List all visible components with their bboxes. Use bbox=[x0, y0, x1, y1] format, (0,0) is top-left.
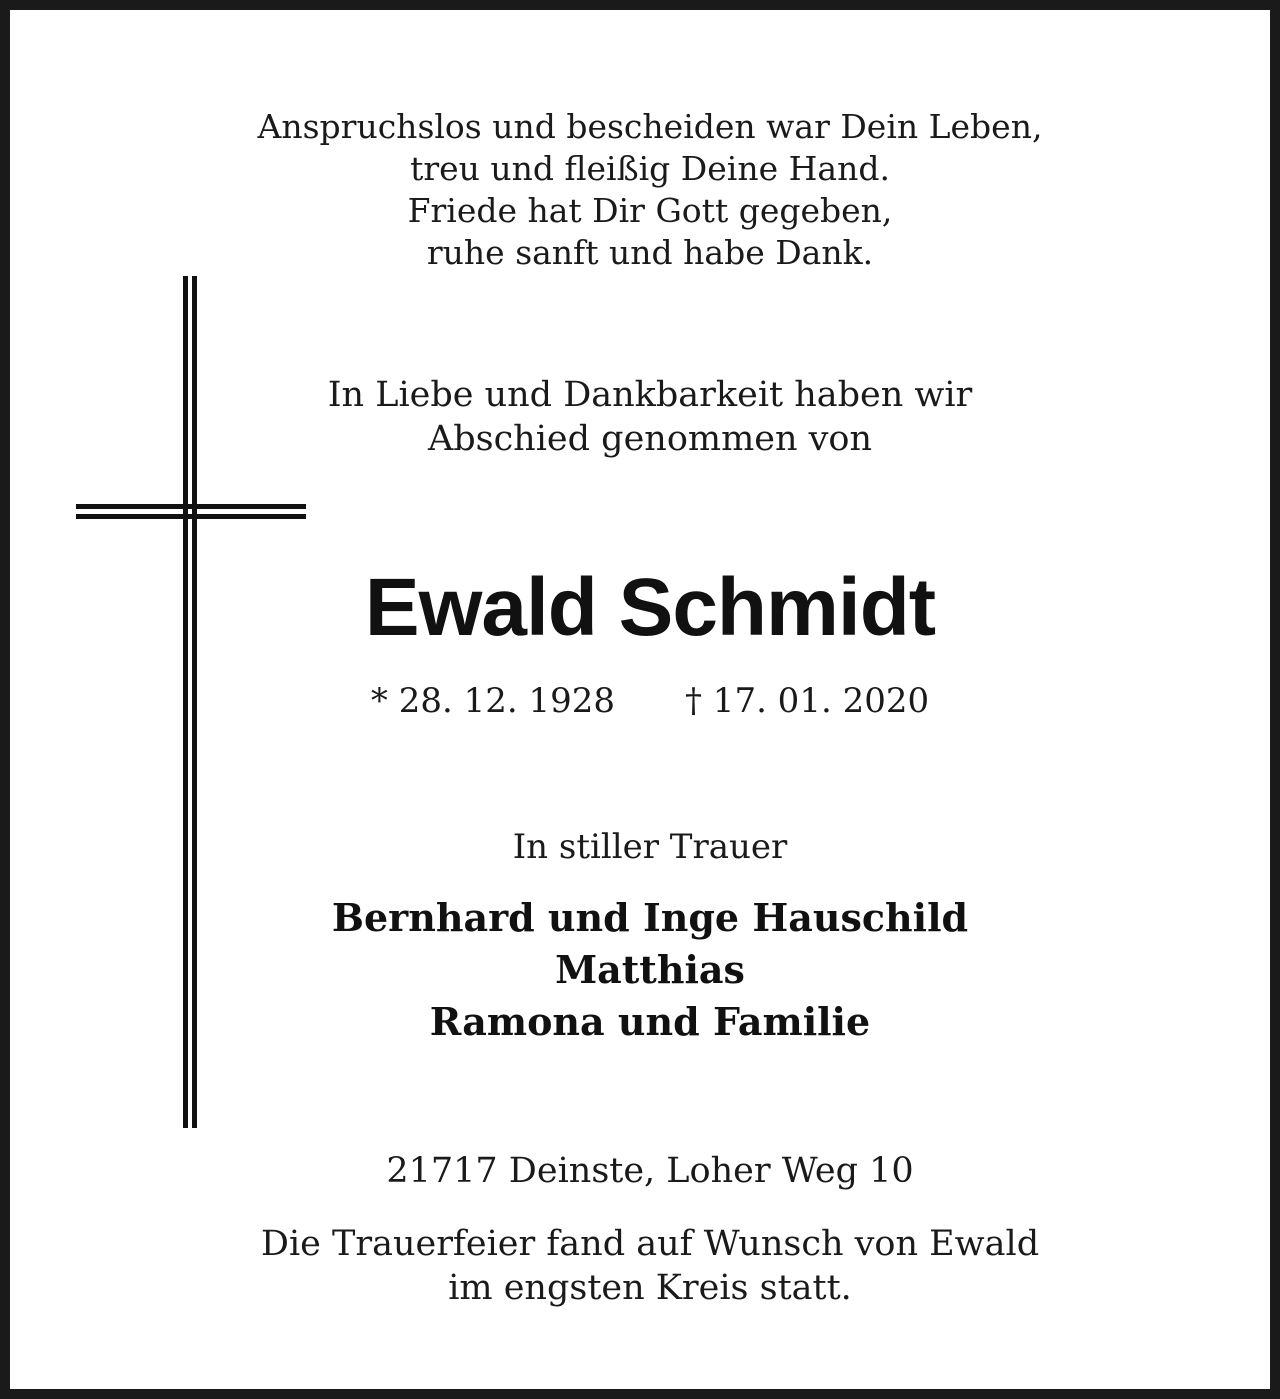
intro-text bbox=[10, 373, 1280, 461]
life-dates bbox=[10, 678, 1280, 724]
verse-line: ruhe sanft und habe Dank. bbox=[426, 233, 874, 272]
deceased-name: Ewald Schmidt bbox=[364, 562, 936, 653]
intro-line: In Liebe und Dankbarkeit haben wir bbox=[327, 375, 973, 415]
mourner-name: Bernhard und Inge Hauschild bbox=[331, 895, 969, 940]
mourner-name: Ramona und Familie bbox=[429, 999, 871, 1044]
verse bbox=[10, 106, 1280, 274]
note-line: im engsten Kreis statt. bbox=[448, 1268, 852, 1308]
intro-line: Abschied genommen von bbox=[427, 419, 873, 459]
mourning-label: In stiller Trauer bbox=[512, 827, 788, 867]
mourner-name: Matthias bbox=[555, 947, 745, 992]
birth-date: * 28. 12. 1928 bbox=[370, 681, 615, 721]
verse-line: Anspruchslos und bescheiden war Dein Leben, bbox=[257, 107, 1043, 146]
address: 21717 Deinste, Loher Weg 10 bbox=[386, 1151, 914, 1191]
funeral-note bbox=[10, 1222, 1280, 1310]
death-date: † 17. 01. 2020 bbox=[685, 681, 930, 721]
verse-line: treu und fleißig Deine Hand. bbox=[410, 149, 890, 188]
mourner-list bbox=[10, 892, 1280, 1048]
verse-line: Friede hat Dir Gott gegeben, bbox=[407, 191, 893, 230]
note-line: Die Trauerfeier fand auf Wunsch von Ewald bbox=[260, 1224, 1040, 1264]
